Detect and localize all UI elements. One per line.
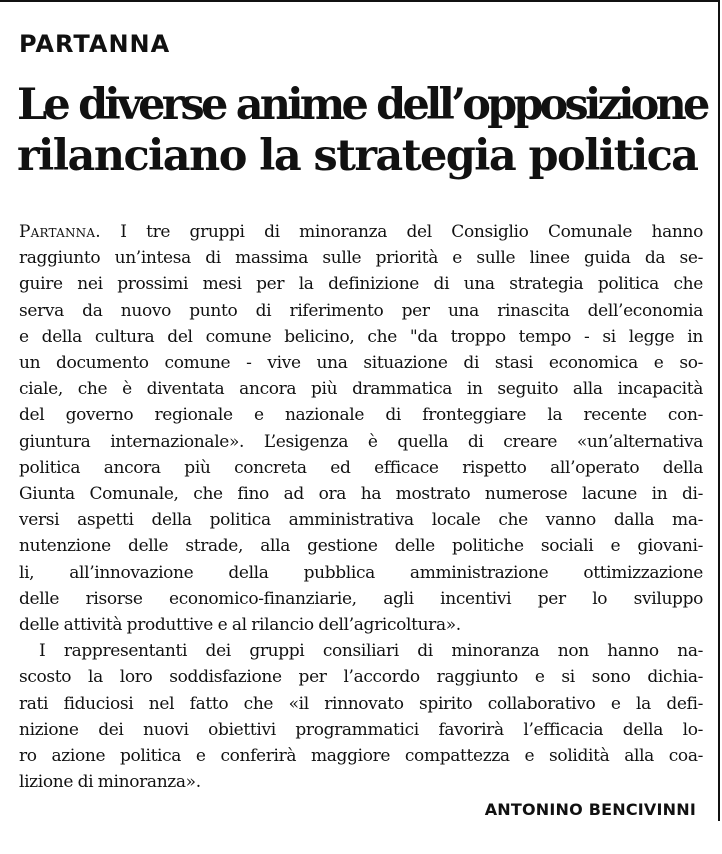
body-line: ciale, che è diventata ancora più drammatica in seguito alla incapacità — [19, 379, 703, 400]
body-line: ro azione politica e conferirà maggiore compattezza e solidità alla coa- — [19, 746, 703, 767]
body-line: delle risorse economico-finanziarie, agli incentivi per lo sviluppo — [19, 588, 703, 609]
body-line: delle attività produttive e al rilancio dell’agricoltura». — [19, 615, 461, 636]
body-line: guire nei prossimi mesi per la definizione di una strategia politica che — [19, 274, 703, 295]
body-line: giuntura internazionale». L’esigenza è quella di creare «un’alternativa — [19, 431, 703, 452]
body-line — [19, 219, 703, 245]
body-line: politica ancora più concreta ed efficace rispetto all’operato della — [19, 457, 703, 478]
headline-line: rilanciano la strategia politica — [17, 131, 698, 181]
body-line: un documento comune - vive una situazione di stasi economica e so- — [19, 353, 703, 374]
body-line: lizione di minoranza». — [19, 772, 201, 793]
body-line: e della cultura del comune belicino, che "da troppo tempo - si legge in — [19, 326, 703, 347]
body-line: nutenzione delle strade, alla gestione delle politiche sociali e giovani- — [19, 536, 703, 557]
body-line: scosto la loro soddisfazione per l’accordo raggiunto e si sono dichia- — [19, 667, 703, 688]
body-line: rati fiduciosi nel fatto che «il rinnovato spirito collaborativo e la defi- — [19, 693, 703, 714]
body-line: li, all’innovazione della pubblica amministrazione ottimizzazione — [19, 562, 703, 583]
body-line: I rappresentanti dei gruppi consiliari di minoranza non hanno na- — [39, 641, 703, 662]
body-line-text: I tre gruppi di minoranza del Consiglio Comunale hanno — [100, 222, 703, 242]
headline — [17, 80, 707, 182]
body-line: serva da nuovo punto di riferimento per una rinascita dell’economia — [19, 300, 703, 321]
body-line: del governo regionale e nazionale di fronteggiare la recente con- — [19, 405, 703, 426]
section-kicker: PARTANNA — [19, 30, 171, 58]
dateline: Partanna. — [19, 222, 101, 242]
headline-line: Le diverse anime dell’opposizione — [17, 80, 707, 130]
body-line: versi aspetti della politica amministrativa locale che vanno dalla ma- — [19, 510, 703, 531]
author-byline: ANTONINO BENCIVINNI — [484, 800, 696, 819]
body-line: nizione dei nuovi obiettivi programmatici favorirà l’efficacia della lo- — [19, 719, 703, 740]
article-body — [19, 219, 703, 795]
body-line: raggiunto un’intesa di massima sulle priorità e sulle linee guida da se- — [19, 248, 703, 269]
body-line: Giunta Comunale, che fino ad ora ha mostrato numerose lacune in di- — [19, 484, 703, 505]
